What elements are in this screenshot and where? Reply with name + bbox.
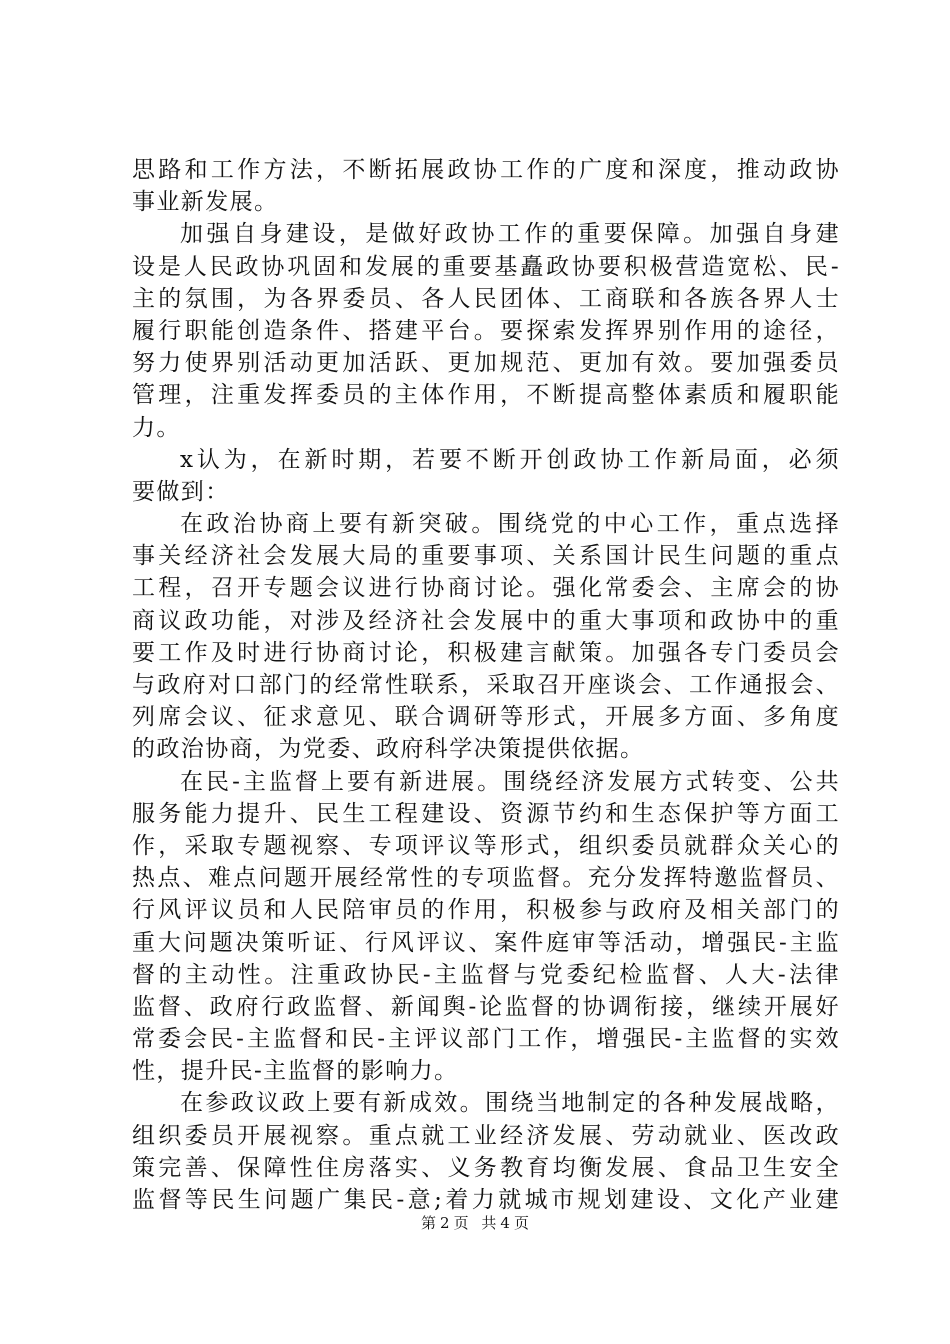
page-indicator [419,1214,471,1232]
text-line: 加强自身建设，是做好政协工作的重要保障。加强自身建 [180,221,840,248]
text-line: 力。 [132,414,181,441]
text-line: 作，采取专题视察、专项评议等形式，组织委员就群众关心的 [132,832,840,859]
text-line: 在政治协商上要有新突破。围绕党的中心工作，重点选择 [180,511,840,538]
text-line: 努力使界别活动更加活跃、更加规范、更加有效。要加强委员 [132,350,840,377]
text-line: 商议政功能，对涉及经济社会发展中的重大事项和政协中的重 [132,607,840,634]
text-line: 常委会民-主监督和民-主评议部门工作，增强民-主监督的实效 [132,1026,840,1053]
text-line: 的政治协商，为党委、政府科学决策提供依据。 [132,736,645,763]
text-line: 管理，注重发挥委员的主体作用，不断提高整体素质和履职能 [132,382,840,409]
text-line: 组织委员开展视察。重点就工业经济发展、劳动就业、医改政 [132,1122,840,1149]
text-line: 与政府对口部门的经常性联系，采取召开座谈会、工作通报会、 [132,672,840,698]
text-line: 在参政议政上要有新成效。围绕当地制定的各种发展战略， [180,1090,840,1117]
total-pages: 4 [500,1214,510,1232]
text-line: 服务能力提升、民生工程建设、资源节约和生态保护等方面工 [132,800,840,827]
text-line: 要工作及时进行协商讨论，积极建言献策。加强各专门委员会 [132,639,840,666]
text-line: 履行职能创造条件、搭建平台。要探索发挥界别作用的途径， [132,317,840,344]
text-line: 事业新发展。 [132,189,279,216]
text-line: 热点、难点问题开展经常性的专项监督。充分发挥特邀监督员、 [132,865,840,892]
text-line: 性，提升民-主监督的影响力。 [132,1058,459,1085]
text-line: 工程，召开专题会议进行协商讨论。强化常委会、主席会的协 [132,575,840,602]
page-footer [0,1212,950,1233]
page-number: 2 [440,1214,450,1232]
text-line: 监督等民生问题广集民-意;着力就城市规划建设、文化产业建 [132,1187,840,1213]
total-label: 页 [513,1214,529,1232]
text-line: 行风评议员和人民陪审员的作用，积极参与政府及相关部门的 [132,897,840,924]
text-line: 重大问题决策听证、行风评议、案件庭审等活动，增强民-主监 [132,929,840,956]
page-prefix: 第 [421,1214,437,1232]
text-line: 策完善、保障性住房落实、义务教育均衡发展、食品卫生安全 [132,1154,840,1181]
text-line: 监督、政府行政监督、新闻舆-论监督的协调衔接，继续开展好 [132,993,840,1020]
text-line: 督的主动性。注重政协民-主监督与党委纪检监督、人大-法律 [132,961,840,988]
document-body [132,154,840,1216]
text-line: 在民-主监督上要有新进展。围绕经济发展方式转变、公共 [180,768,840,795]
text-line: 列席会议、征求意见、联合调研等形式，开展多方面、多角度 [132,704,840,731]
text-line: 主的氛围，为各界委员、各人民团体、工商联和各族各界人士 [132,285,840,312]
text-line: 要做到： [132,478,230,505]
text-line: 事关经济社会发展大局的重要事项、关系国计民生问题的重点 [132,543,840,570]
total-prefix: 共 [481,1214,497,1232]
page-label: 页 [453,1214,469,1232]
text-line: 思路和工作方法，不断拓展政协工作的广度和深度，推动政协 [132,157,840,183]
text-line: x认为，在新时期，若要不断开创政协工作新局面，必须 [180,446,840,473]
text-line: 设是人民政协巩固和发展的重要基矗政协要积极营造宽松、民- [132,253,840,280]
total-indicator [479,1214,531,1232]
